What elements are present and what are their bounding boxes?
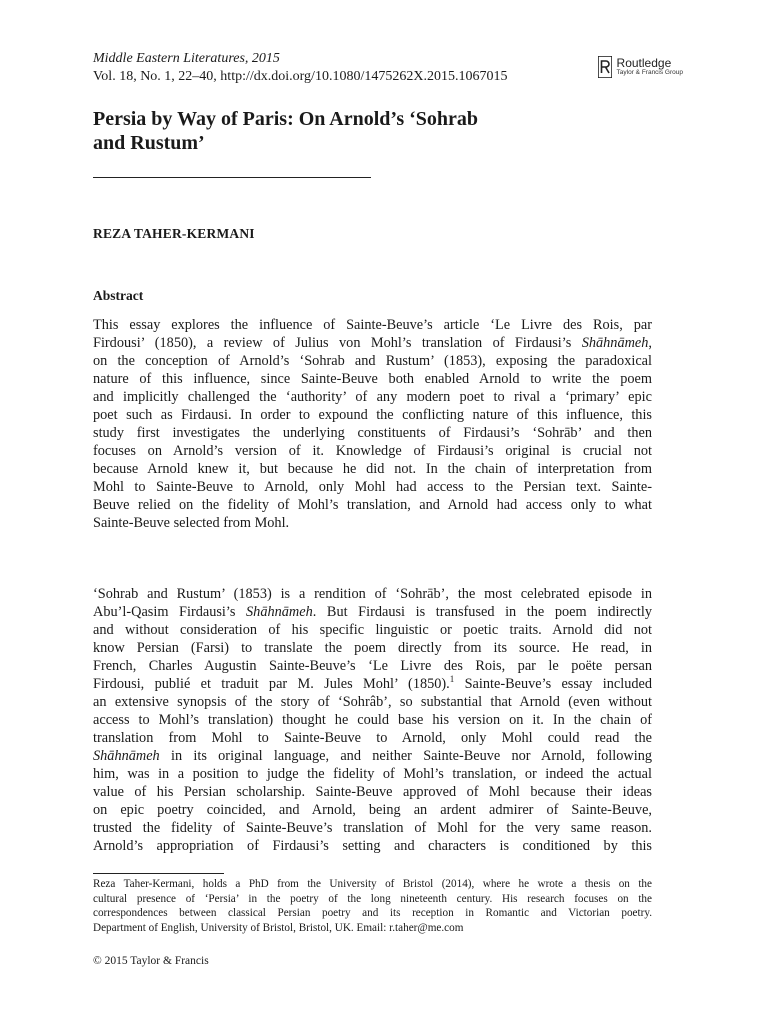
body-line: Abu’l-Qasim Firdausi’s Shāhnāmeh. But Firdausi is transfused in the poem indirectly <box>93 604 652 620</box>
routledge-logo-icon <box>598 56 612 78</box>
abstract-line: study first investigates the underlying constituents of Firdausi’s ‘Sohrāb’ and then <box>93 425 652 441</box>
body-line: him, was in a position to judge the fidelity of Mohl’s translation, or indeed the actual <box>93 766 652 782</box>
footnote-line: Department of English, University of Bristol, Bristol, UK. Email: r.taher@me.com <box>93 922 464 935</box>
abstract-line: Mohl to Sainte-Beuve to Arnold, only Mohl had access to the Persian text. Sainte- <box>93 479 652 495</box>
author-footnote <box>93 877 652 936</box>
abstract-line: poet such as Firdausi. In order to expound the conflicting nature of this influence, this <box>93 407 652 423</box>
abstract-line: This essay explores the influence of Sainte-Beuve’s article ‘Le Livre des Rois, par <box>93 317 652 333</box>
abstract-line: on the conception of Arnold’s ‘Sohrab and Rustum’ (1853), exposing the paradoxical <box>93 353 652 369</box>
footnote-line: Reza Taher-Kermani, holds a PhD from the University of Bristol (2014), where he wrote a thesis on the <box>93 878 652 890</box>
abstract-line: and implicitly challenged the ‘authority’ of any modern poet to rival a ‘primary’ epic <box>93 389 652 405</box>
body-line: Shāhnāmeh in its original language, and neither Sainte-Beuve nor Arnold, following <box>93 748 652 764</box>
body-line: access to Mohl’s translation) thought he could base his version on it. In the chain of <box>93 712 652 728</box>
body-line: and without consideration of his specific linguistic or poetic traits. Arnold did not <box>93 622 652 638</box>
journal-name: Middle Eastern Literatures, 2015 <box>93 51 280 66</box>
body-line: on epic poetry coincided, and Arnold, being an ardent admirer of Sainte-Beuve, <box>93 802 652 818</box>
abstract-line: nature of this influence, since Sainte-Beuve both enabled Arnold to write the poem <box>93 371 652 387</box>
footnote-marker: 1 <box>449 674 455 685</box>
body-line: Firdousi, publié et traduit par M. Jules Mohl’ (1850).$^1$ Sainte-Beuve’s essay included <box>93 674 652 692</box>
citation-line: Vol. 18, No. 1, 22–40, http://dx.doi.org/10.1080/1475262X.2015.1067015 <box>93 69 508 84</box>
publisher-group: Taylor & Francis Group <box>616 69 683 77</box>
abstract-line: because Arnold knew it, but because he did not. In the chain of interpretation from <box>93 461 652 477</box>
publisher-name: Routledge <box>616 56 672 71</box>
abstract-line: focuses on Arnold’s version of it. Knowledge of Firdausi’s original is crucial not <box>93 443 652 459</box>
body-paragraph <box>93 585 652 855</box>
body-line: trusted the fidelity of Sainte-Beuve’s translation of Mohl for the very same reason. <box>93 820 652 836</box>
running-header <box>93 50 683 90</box>
abstract-heading: Abstract <box>93 288 144 303</box>
abstract-line: Firdousi’ (1850), a review of Julius von Mohl’s translation of Firdausi’s Shāhnāmeh, <box>93 335 652 351</box>
body-line: know Persian (Farsi) to translate the poem directly from its source. He read, in <box>93 640 652 656</box>
copyright-notice: © 2015 Taylor & Francis <box>93 955 209 967</box>
abstract-line: Beuve relied on the fidelity of Mohl’s translation, and Arnold had access only to what <box>93 497 652 513</box>
title-line: Persia by Way of Paris: On Arnold’s ‘Sohrab <box>93 108 479 130</box>
abstract-text <box>93 316 652 532</box>
body-line: Arnold’s appropriation of Firdausi’s setting and characters is conditioned by this <box>93 838 652 854</box>
footnote-line: cultural presence of ‘Persia’ in the poetry of the long nineteenth century. His research focuses on the <box>93 892 652 905</box>
footnote-line: correspondences between classical Persian poetry and its reception in Romantic and Victorian poetry. <box>93 907 652 920</box>
abstract-line: Sainte-Beuve selected from Mohl. <box>93 515 290 531</box>
body-line: French, Charles Augustin Sainte-Beuve’s ‘Le Livre des Rois, par le poëte persan <box>93 658 652 674</box>
title-divider <box>93 177 371 178</box>
title-line: and Rustum’ <box>93 132 205 154</box>
body-line: ‘Sohrab and Rustum’ (1853) is a rendition of ‘Sohrāb’, the most celebrated episode in <box>93 586 652 602</box>
publisher-logo <box>598 56 683 78</box>
body-line: translation from Mohl to Sainte-Beuve to Arnold, only Mohl could read the <box>93 730 652 746</box>
body-line: an extensive synopsis of the story of ‘Sohrâb’, so substantial that Arnold (even without <box>93 694 652 710</box>
footnote-divider <box>93 873 224 874</box>
body-line: value of his Persian scholarship. Sainte-Beuve approved of Mohl because their ideas <box>93 784 652 800</box>
article-title <box>93 107 553 155</box>
author-name: REZA TAHER-KERMANI <box>93 226 255 241</box>
